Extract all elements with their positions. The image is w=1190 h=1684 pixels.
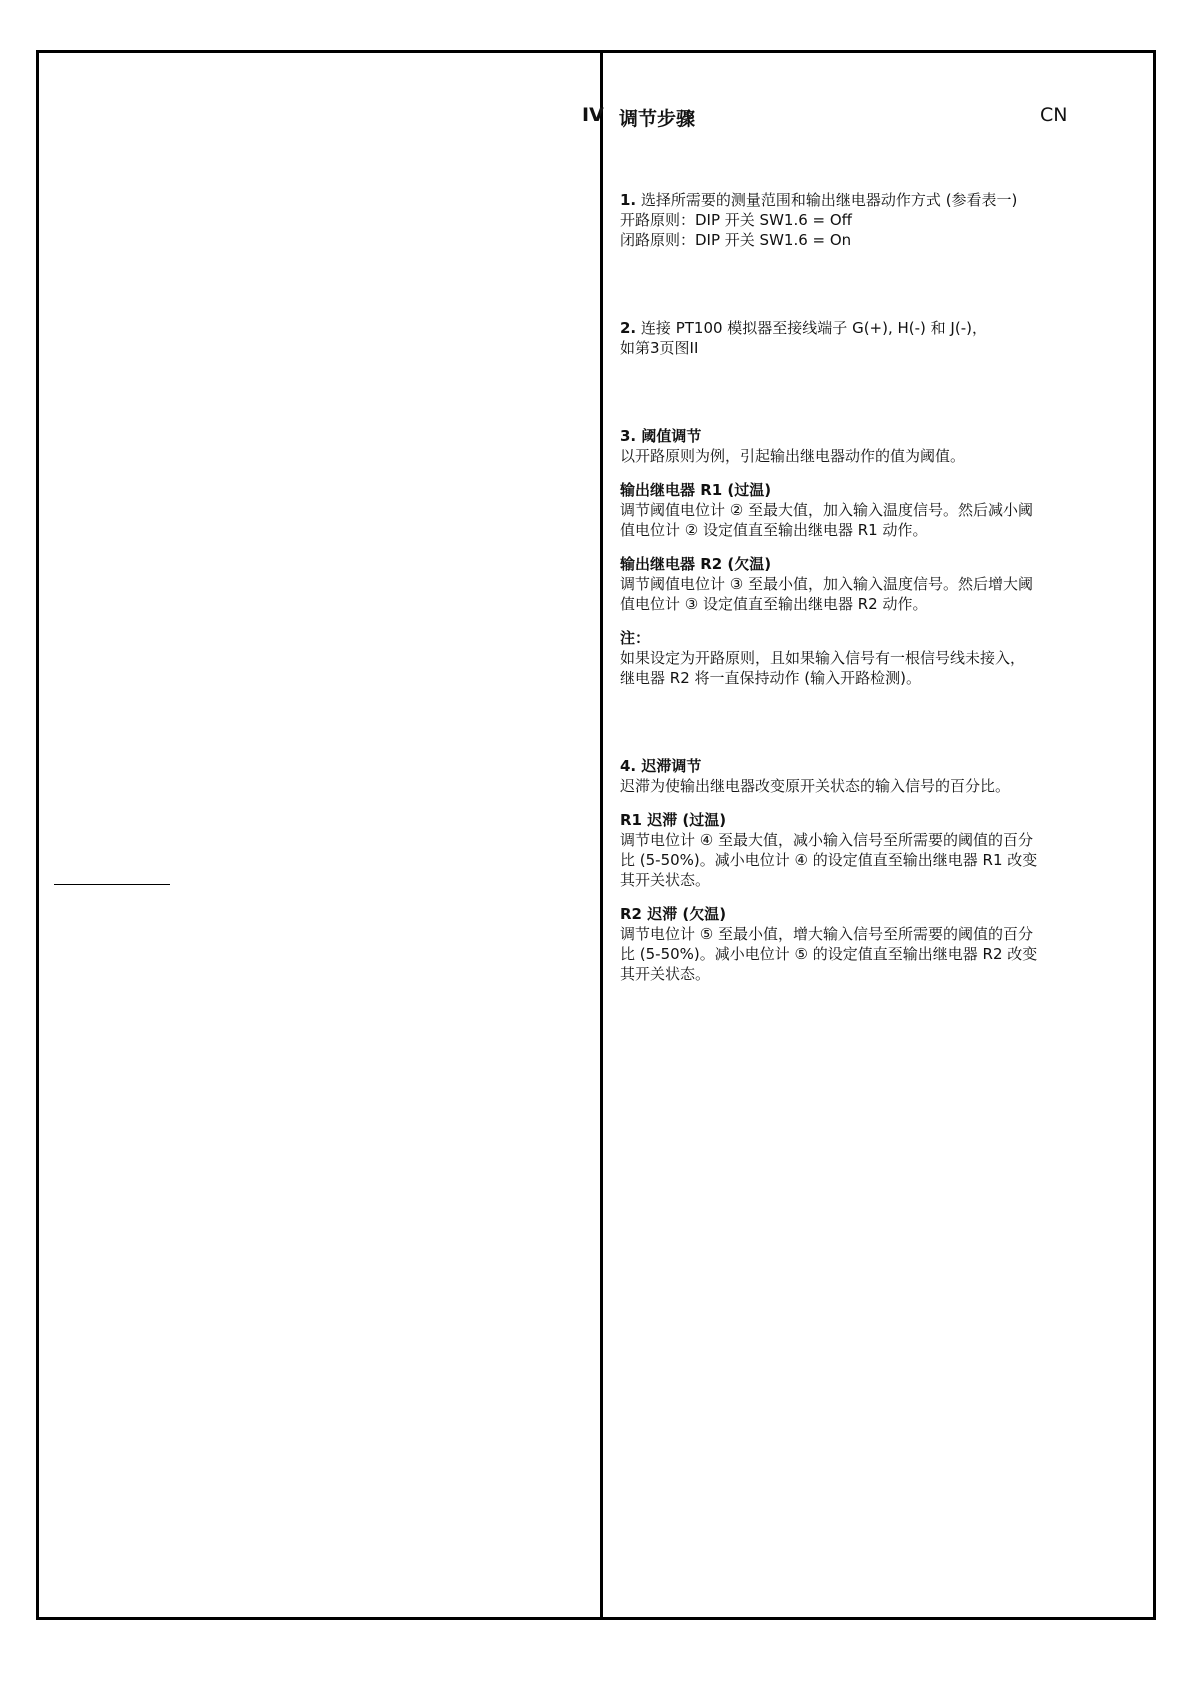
section-title: 调节步骤 bbox=[619, 108, 696, 130]
step-4-r2-line-2: 比 (5-50%)。减小电位计 ⑤ 的设定值直至输出继电器 R2 改变 bbox=[620, 945, 1038, 963]
step-4-r2-line-1: 调节电位计 ⑤ 至最小值，增大输入信号至所需要的阈值的百分 bbox=[620, 925, 1033, 943]
step-2-number: 2. bbox=[620, 319, 637, 337]
step-1-heading bbox=[620, 190, 1090, 210]
left-column-rule bbox=[54, 884, 170, 885]
step-3-note-line-1: 如果设定为开路原则，且如果输入信号有一根信号线未接入， bbox=[620, 649, 1026, 667]
step-3-intro: 以开路原则为例，引起输出继电器动作的值为阈值。 bbox=[620, 447, 966, 465]
step-4-r2 bbox=[620, 904, 1090, 984]
step-4-title: 4. 迟滞调节 bbox=[620, 757, 702, 775]
step-3-note-line-2: 继电器 R2 将一直保持动作 (输入开路检测)。 bbox=[620, 669, 921, 687]
step-1-line-3: 闭路原则：DIP 开关 SW1.6 = On bbox=[620, 231, 852, 249]
step-1 bbox=[620, 190, 1090, 250]
step-3-title: 3. 阈值调节 bbox=[620, 427, 702, 445]
step-4-r1-line-1: 调节电位计 ④ 至最大值，减小输入信号至所需要的阈值的百分 bbox=[620, 831, 1033, 849]
step-3-r2-title: 输出继电器 R2 (欠温) bbox=[620, 555, 772, 573]
step-3-r1-title: 输出继电器 R1 (过温) bbox=[620, 481, 772, 499]
procedure-content bbox=[620, 190, 1090, 984]
step-3-r2 bbox=[620, 554, 1090, 614]
step-4-r1-line-2: 比 (5-50%)。减小电位计 ④ 的设定值直至输出继电器 R1 改变 bbox=[620, 851, 1038, 869]
step-1-number: 1. bbox=[620, 191, 637, 209]
step-2-title: 连接 PT100 模拟器至接线端子 G(+), H(-) 和 J(-)， bbox=[640, 319, 987, 337]
step-3-r2-line-1: 调节阈值电位计 ③ 至最小值，加入输入温度信号。然后增大阈 bbox=[620, 575, 1033, 593]
step-4 bbox=[620, 756, 1090, 984]
step-1-title: 选择所需要的测量范围和输出继电器动作方式 (参看表一) bbox=[640, 191, 1018, 209]
step-1-line-2: 开路原则：DIP 开关 SW1.6 = Off bbox=[620, 211, 853, 229]
step-4-r1-title: R1 迟滞 (过温) bbox=[620, 811, 727, 829]
step-3-note-title: 注： bbox=[620, 629, 651, 647]
step-4-r1-line-3: 其开关状态。 bbox=[620, 871, 711, 889]
step-2-line-2: 如第3页图II bbox=[620, 339, 699, 357]
step-2 bbox=[620, 318, 1090, 358]
step-4-r1 bbox=[620, 810, 1090, 890]
step-3-note bbox=[620, 628, 1090, 688]
step-4-r2-line-3: 其开关状态。 bbox=[620, 965, 711, 983]
step-4-intro: 迟滞为使输出继电器改变原开关状态的输入信号的百分比。 bbox=[620, 777, 1011, 795]
step-3-r1-line-2: 值电位计 ② 设定值直至输出继电器 R1 动作。 bbox=[620, 521, 928, 539]
column-divider bbox=[600, 53, 603, 1617]
step-3 bbox=[620, 426, 1090, 688]
step-4-r2-title: R2 迟滞 (欠温) bbox=[620, 905, 727, 923]
step-3-r1 bbox=[620, 480, 1090, 540]
step-2-heading bbox=[620, 318, 1090, 338]
section-number: IV bbox=[582, 104, 604, 126]
language-code: CN bbox=[1040, 104, 1068, 126]
step-3-r2-line-2: 值电位计 ③ 设定值直至输出继电器 R2 动作。 bbox=[620, 595, 928, 613]
step-3-r1-line-1: 调节阈值电位计 ② 至最大值，加入输入温度信号。然后减小阈 bbox=[620, 501, 1033, 519]
